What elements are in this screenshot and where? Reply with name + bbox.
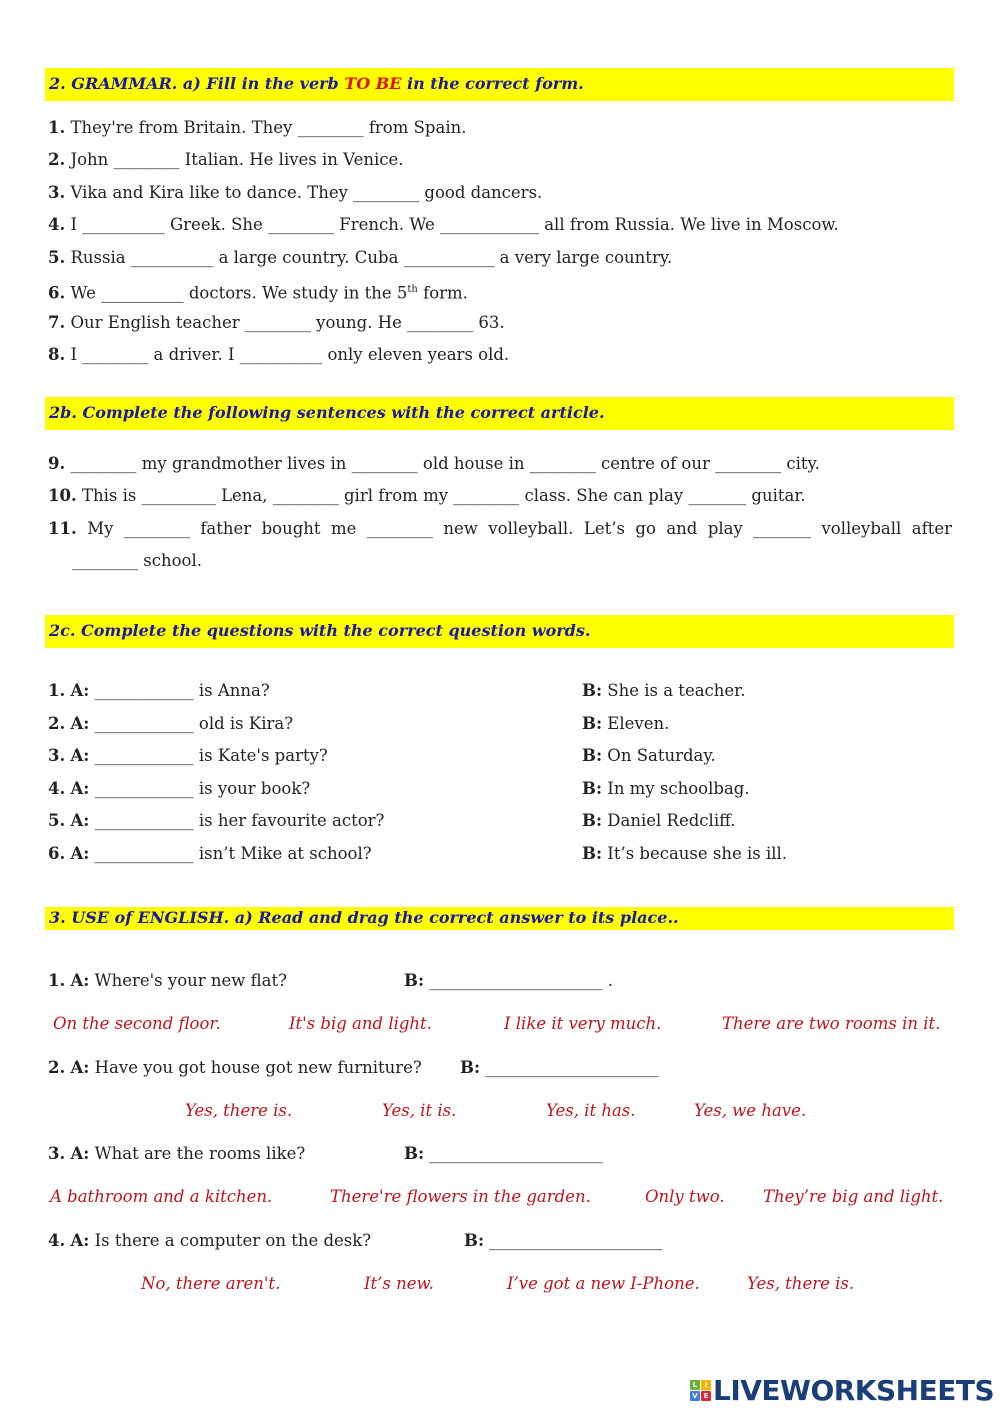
speaker-label: A:: [70, 844, 90, 863]
item-text[interactable]: ________ my grandmother lives in ________ old house in ________ centre of our ________ city.: [70, 454, 820, 473]
exercise-item: [48, 518, 952, 540]
exercise-item: [48, 279, 468, 305]
item-text: form.: [417, 283, 468, 303]
item-text[interactable]: Vika and Kira like to dance. They ________ good dancers.: [70, 183, 543, 202]
question-text[interactable]: ____________ isn’t Mike at school?: [94, 844, 372, 863]
speaker-label: B:: [582, 778, 603, 798]
title-text: in the correct form.: [401, 74, 584, 93]
exercise-item: [48, 149, 404, 171]
question-line: [48, 1057, 422, 1079]
item-number: 4.: [48, 778, 66, 798]
exercise-item: [48, 344, 509, 366]
answer-line: [582, 810, 735, 832]
speaker-label: B:: [582, 713, 603, 733]
question-line: [48, 970, 287, 992]
item-text[interactable]: Russia __________ a large country. Cuba ___________ a very large country.: [70, 248, 673, 267]
draggable-answer-option[interactable]: On the second floor.: [53, 1014, 221, 1033]
speaker-label: A:: [70, 778, 90, 798]
superscript: th: [407, 284, 418, 295]
draggable-answer-option[interactable]: It's big and light.: [289, 1014, 432, 1033]
section-title: [49, 74, 584, 93]
question-text: What are the rooms like?: [94, 1144, 306, 1163]
item-number: 9.: [48, 454, 66, 473]
answer-text: On Saturday.: [607, 746, 716, 766]
speaker-label: A:: [70, 681, 90, 700]
item-number: 2.: [48, 713, 66, 733]
answer-drop-zone[interactable]: [404, 970, 613, 992]
question-line: [48, 1143, 305, 1165]
answer-text: Daniel Redcliff.: [607, 811, 736, 831]
question-line: [48, 810, 384, 832]
logo-text: LIVEWORKSHEETS: [713, 1374, 995, 1407]
answer-drop-zone[interactable]: [404, 1143, 603, 1165]
item-number: 6.: [48, 283, 66, 303]
draggable-answer-option[interactable]: They’re big and light.: [763, 1187, 944, 1206]
liveworksheets-logo: [690, 1374, 994, 1407]
draggable-answer-option[interactable]: Only two.: [645, 1187, 725, 1206]
item-text[interactable]: They're from Britain. They ________ from Spain.: [70, 118, 467, 137]
draggable-answer-option[interactable]: Yes, it has.: [546, 1101, 636, 1120]
draggable-answer-option[interactable]: It’s new.: [364, 1274, 434, 1293]
draggable-answer-option[interactable]: Yes, we have.: [694, 1101, 807, 1120]
speaker-label: B:: [582, 746, 603, 766]
exercise-item: [48, 312, 505, 334]
answer-line: [582, 778, 750, 800]
speaker-label: B:: [582, 681, 603, 700]
title-text: 2. GRAMMAR. a) Fill in the verb: [49, 74, 345, 93]
answer-blank[interactable]: _____________________: [429, 1144, 603, 1163]
question-text[interactable]: ____________ is Anna?: [94, 681, 270, 700]
speaker-label: A:: [70, 746, 90, 766]
draggable-answer-option[interactable]: There are two rooms in it.: [722, 1014, 941, 1033]
section-title: 2c. Complete the questions with the correct question words.: [49, 621, 591, 640]
exercise-item: [48, 182, 542, 204]
section-3-header: [45, 907, 954, 930]
item-text[interactable]: This is _________ Lena, ________ girl from my ________ class. She can play _______ guitar.: [81, 486, 806, 505]
draggable-answer-option[interactable]: Yes, there is.: [185, 1101, 293, 1120]
logo-tiles-icon: L I V E: [690, 1380, 711, 1401]
speaker-label: B:: [582, 844, 603, 863]
question-text[interactable]: ____________ is your book?: [94, 778, 311, 798]
draggable-answer-option[interactable]: A bathroom and a kitchen.: [50, 1187, 273, 1206]
answer-line: [582, 843, 787, 865]
answer-blank[interactable]: _____________________: [485, 1058, 659, 1077]
title-highlight: TO BE: [344, 74, 402, 93]
item-number: 3.: [48, 1144, 66, 1163]
draggable-answer-option[interactable]: There're flowers in the garden.: [330, 1187, 591, 1206]
answer-blank[interactable]: _____________________ .: [429, 971, 614, 990]
item-number: 11.: [48, 519, 77, 538]
answer-text: In my schoolbag.: [607, 778, 750, 798]
item-text[interactable]: I __________ Greek. She ________ French. We ____________ all from Russia. We live in Moscow.: [70, 215, 839, 234]
section-2b-header: [45, 397, 954, 430]
exercise-item: [48, 117, 466, 139]
item-text[interactable]: We __________ doctors. We study in the 5: [70, 283, 408, 303]
item-text[interactable]: My ________ father bought me ________ new volleyball. Let’s go and play _______ volleyball after: [87, 519, 953, 538]
question-text[interactable]: ____________ is Kate's party?: [94, 746, 328, 766]
exercise-item: [48, 485, 806, 507]
speaker-label: B:: [404, 971, 425, 990]
question-text: Is there a computer on the desk?: [94, 1231, 372, 1250]
draggable-answer-option[interactable]: Yes, there is.: [747, 1274, 855, 1293]
answer-text: She is a teacher.: [607, 681, 746, 700]
speaker-label: A:: [70, 1058, 90, 1077]
question-line: [48, 843, 372, 865]
draggable-answer-option[interactable]: Yes, it is.: [382, 1101, 457, 1120]
item-text[interactable]: Our English teacher ________ young. He ________ 63.: [70, 313, 505, 332]
item-number: 2.: [48, 1058, 66, 1077]
answer-line: [582, 713, 669, 735]
answer-blank[interactable]: _____________________: [489, 1231, 663, 1250]
item-number: 6.: [48, 844, 66, 863]
answer-text: Eleven.: [607, 713, 670, 733]
item-number: 8.: [48, 345, 66, 364]
speaker-label: B:: [464, 1231, 485, 1250]
section-title: 2b. Complete the following sentences with the correct article.: [49, 403, 605, 422]
question-text: Where's your new flat?: [94, 971, 287, 990]
item-text[interactable]: John ________ Italian. He lives in Venice.: [70, 150, 404, 169]
item-number: 1.: [48, 971, 66, 990]
speaker-label: B:: [582, 811, 603, 831]
item-number: 5.: [48, 248, 66, 267]
item-number: 10.: [48, 486, 77, 505]
item-number: 3.: [48, 183, 66, 202]
exercise-item: [48, 453, 820, 475]
item-text[interactable]: ________ school.: [72, 551, 202, 570]
question-line: [48, 745, 328, 767]
question-line: [48, 1230, 371, 1252]
question-text[interactable]: ____________ old is Kira?: [94, 713, 294, 733]
item-number: 1.: [48, 118, 66, 137]
draggable-answer-option[interactable]: I’ve got a new I-Phone.: [507, 1274, 700, 1293]
item-number: 4.: [48, 215, 66, 234]
item-number: 1.: [48, 681, 66, 700]
item-number: 3.: [48, 746, 66, 766]
exercise-item: [72, 550, 202, 572]
item-number: 2.: [48, 150, 66, 169]
speaker-label: B:: [460, 1058, 481, 1077]
draggable-answer-option[interactable]: I like it very much.: [504, 1014, 662, 1033]
question-line: [48, 713, 293, 735]
section-2a-header: [45, 68, 954, 101]
answer-text: It’s because she is ill.: [607, 844, 788, 863]
section-2c-header: [45, 615, 954, 648]
answer-drop-zone[interactable]: [460, 1057, 659, 1079]
draggable-answer-option[interactable]: No, there aren't.: [141, 1274, 281, 1293]
exercise-item: [48, 247, 672, 269]
speaker-label: A:: [70, 1144, 90, 1163]
answer-line: [582, 745, 716, 767]
speaker-label: A:: [70, 713, 90, 733]
exercise-item: [48, 214, 839, 236]
question-line: [48, 680, 270, 702]
question-text: Have you got house got new furniture?: [94, 1058, 422, 1077]
item-number: 7.: [48, 313, 66, 332]
question-line: [48, 778, 310, 800]
speaker-label: A:: [70, 1231, 90, 1250]
speaker-label: B:: [404, 1144, 425, 1163]
item-number: 5.: [48, 811, 66, 831]
answer-drop-zone[interactable]: [464, 1230, 663, 1252]
question-text[interactable]: ____________ is her favourite actor?: [94, 811, 385, 831]
item-text[interactable]: I ________ a driver. I __________ only eleven years old.: [70, 345, 510, 364]
answer-line: [582, 680, 746, 702]
speaker-label: A:: [70, 811, 90, 831]
section-title: 3. USE of ENGLISH. a) Read and drag the correct answer to its place..: [49, 908, 679, 927]
speaker-label: A:: [70, 971, 90, 990]
item-number: 4.: [48, 1231, 66, 1250]
